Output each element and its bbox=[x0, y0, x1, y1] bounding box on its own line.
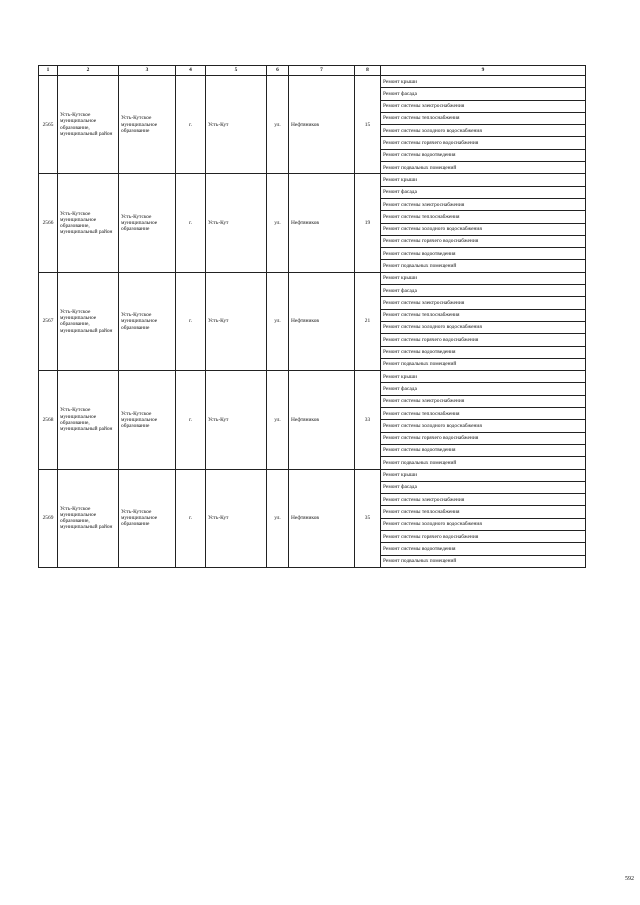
record-number: 2568 bbox=[39, 371, 58, 469]
street-cell: Нефтяников bbox=[289, 272, 355, 370]
repair-work-item: Ремонт системы холодного водоснабжения bbox=[381, 420, 586, 432]
street-type-cell: ул. bbox=[267, 272, 289, 370]
city-type-cell: г. bbox=[176, 272, 206, 370]
table-row bbox=[39, 469, 586, 481]
municipality-cell: Усть-Кутское муниципальное образование, муниципальный район bbox=[58, 76, 119, 174]
repair-work-item: Ремонт системы холодного водоснабжения bbox=[381, 518, 586, 530]
repair-work-item: Ремонт подвальных помещений bbox=[381, 457, 586, 469]
repair-work-item: Ремонт системы горячего водоснабжения bbox=[381, 334, 586, 346]
city-cell: Усть-Кут bbox=[206, 371, 267, 469]
repair-work-item: Ремонт подвальных помещений bbox=[381, 162, 586, 174]
repair-work-item: Ремонт системы теплоснабжения bbox=[381, 408, 586, 420]
repair-work-item: Ремонт крыши bbox=[381, 174, 586, 186]
city-type-cell: г. bbox=[176, 174, 206, 272]
record-number: 2565 bbox=[39, 76, 58, 174]
repair-work-item: Ремонт системы теплоснабжения bbox=[381, 211, 586, 223]
repair-work-item: Ремонт фасада bbox=[381, 383, 586, 395]
table-row bbox=[39, 76, 586, 88]
settlement-cell: Усть-Кутское муниципальное образование bbox=[119, 272, 176, 370]
repair-work-item: Ремонт подвальных помещений bbox=[381, 260, 586, 272]
settlement-cell: Усть-Кутское муниципальное образование bbox=[119, 469, 176, 567]
street-type-cell: ул. bbox=[267, 76, 289, 174]
column-header-3: 3 bbox=[119, 66, 176, 76]
table-header bbox=[39, 66, 586, 76]
repair-work-item: Ремонт системы холодного водоснабжения bbox=[381, 125, 586, 137]
repair-work-item: Ремонт фасада bbox=[381, 285, 586, 297]
repair-work-item: Ремонт системы водоотведения bbox=[381, 248, 586, 260]
repair-work-item: Ремонт системы электроснабжения bbox=[381, 297, 586, 309]
municipality-cell: Усть-Кутское муниципальное образование, муниципальный район bbox=[58, 371, 119, 469]
repair-work-item: Ремонт системы водоотведения bbox=[381, 543, 586, 555]
settlement-cell: Усть-Кутское муниципальное образование bbox=[119, 174, 176, 272]
repair-work-item: Ремонт фасада bbox=[381, 88, 586, 100]
record-number: 2569 bbox=[39, 469, 58, 567]
settlement-cell: Усть-Кутское муниципальное образование bbox=[119, 371, 176, 469]
repair-work-item: Ремонт подвальных помещений bbox=[381, 358, 586, 370]
repair-work-item: Ремонт системы теплоснабжения bbox=[381, 309, 586, 321]
column-header-4: 4 bbox=[176, 66, 206, 76]
table-row bbox=[39, 272, 586, 284]
street-cell: Нефтяников bbox=[289, 469, 355, 567]
city-cell: Усть-Кут bbox=[206, 174, 267, 272]
repair-work-item: Ремонт подвальных помещений bbox=[381, 555, 586, 567]
street-cell: Нефтяников bbox=[289, 371, 355, 469]
municipality-cell: Усть-Кутское муниципальное образование, муниципальный район bbox=[58, 272, 119, 370]
repair-work-item: Ремонт системы теплоснабжения bbox=[381, 112, 586, 124]
repair-work-item: Ремонт системы холодного водоснабжения bbox=[381, 223, 586, 235]
table-row bbox=[39, 174, 586, 186]
repair-work-item: Ремонт крыши bbox=[381, 371, 586, 383]
repair-work-item: Ремонт системы горячего водоснабжения bbox=[381, 530, 586, 542]
municipality-cell: Усть-Кутское муниципальное образование, муниципальный район bbox=[58, 469, 119, 567]
city-type-cell: г. bbox=[176, 469, 206, 567]
column-header-2: 2 bbox=[58, 66, 119, 76]
repair-work-item: Ремонт системы теплоснабжения bbox=[381, 506, 586, 518]
repair-work-item: Ремонт системы горячего водоснабжения bbox=[381, 432, 586, 444]
settlement-cell: Усть-Кутское муниципальное образование bbox=[119, 76, 176, 174]
repair-registry-table bbox=[38, 65, 586, 568]
repair-work-item: Ремонт системы электроснабжения bbox=[381, 395, 586, 407]
repair-work-item: Ремонт крыши bbox=[381, 272, 586, 284]
city-cell: Усть-Кут bbox=[206, 469, 267, 567]
street-type-cell: ул. bbox=[267, 371, 289, 469]
street-type-cell: ул. bbox=[267, 174, 289, 272]
repair-work-item: Ремонт фасада bbox=[381, 186, 586, 198]
record-number: 2567 bbox=[39, 272, 58, 370]
repair-work-item: Ремонт системы горячего водоснабжения bbox=[381, 235, 586, 247]
house-number-cell: 33 bbox=[355, 371, 381, 469]
repair-work-item: Ремонт системы водоотведения bbox=[381, 346, 586, 358]
repair-work-item: Ремонт фасада bbox=[381, 481, 586, 493]
column-header-9: 9 bbox=[381, 66, 586, 76]
repair-work-item: Ремонт системы водоотведения bbox=[381, 149, 586, 161]
house-number-cell: 15 bbox=[355, 76, 381, 174]
city-type-cell: г. bbox=[176, 371, 206, 469]
repair-work-item: Ремонт крыши bbox=[381, 469, 586, 481]
house-number-cell: 35 bbox=[355, 469, 381, 567]
street-cell: Нефтяников bbox=[289, 174, 355, 272]
header-row bbox=[39, 66, 586, 76]
record-number: 2566 bbox=[39, 174, 58, 272]
repair-work-item: Ремонт системы электроснабжения bbox=[381, 494, 586, 506]
repair-work-item: Ремонт системы холодного водоснабжения bbox=[381, 321, 586, 333]
column-header-1: 1 bbox=[39, 66, 58, 76]
repair-work-item: Ремонт крыши bbox=[381, 76, 586, 88]
house-number-cell: 21 bbox=[355, 272, 381, 370]
city-cell: Усть-Кут bbox=[206, 272, 267, 370]
municipality-cell: Усть-Кутское муниципальное образование, муниципальный район bbox=[58, 174, 119, 272]
table-body bbox=[39, 76, 586, 568]
table-row bbox=[39, 371, 586, 383]
house-number-cell: 19 bbox=[355, 174, 381, 272]
column-header-5: 5 bbox=[206, 66, 267, 76]
repair-work-item: Ремонт системы электроснабжения bbox=[381, 198, 586, 210]
column-header-8: 8 bbox=[355, 66, 381, 76]
column-header-6: 6 bbox=[267, 66, 289, 76]
street-cell: Нефтяников bbox=[289, 76, 355, 174]
street-type-cell: ул. bbox=[267, 469, 289, 567]
city-type-cell: г. bbox=[176, 76, 206, 174]
city-cell: Усть-Кут bbox=[206, 76, 267, 174]
column-header-7: 7 bbox=[289, 66, 355, 76]
repair-work-item: Ремонт системы водоотведения bbox=[381, 444, 586, 456]
repair-work-item: Ремонт системы электроснабжения bbox=[381, 100, 586, 112]
page-number: 592 bbox=[625, 876, 634, 882]
repair-work-item: Ремонт системы горячего водоснабжения bbox=[381, 137, 586, 149]
